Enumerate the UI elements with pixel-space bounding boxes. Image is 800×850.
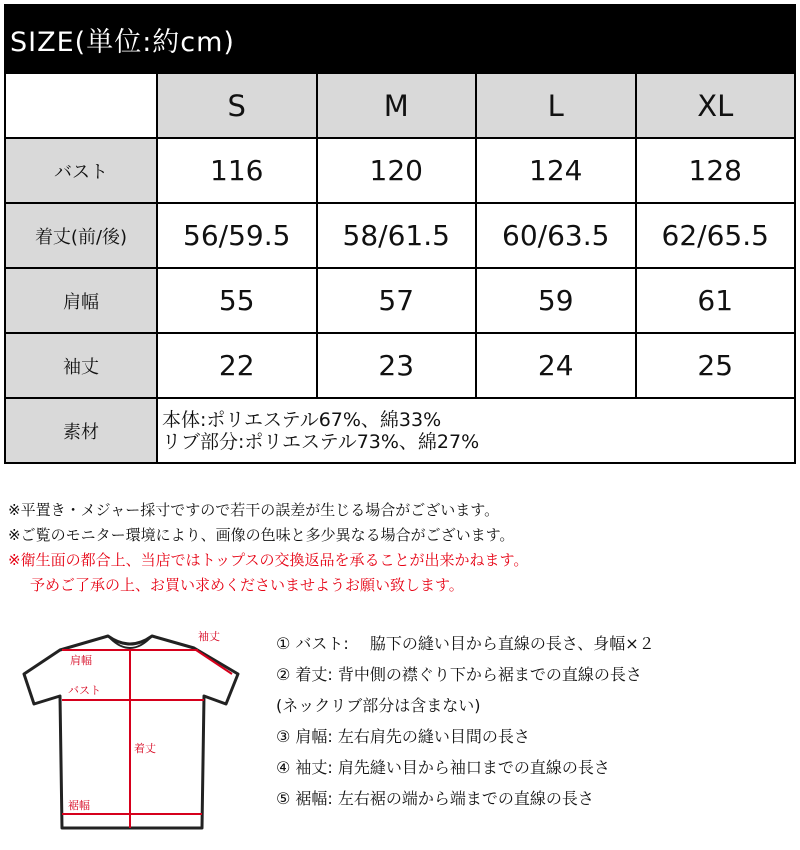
hem-label: 裾幅 xyxy=(68,799,90,812)
table-cell: 23 xyxy=(317,333,477,398)
table-cell: 55 xyxy=(157,268,317,333)
table-cell: 60/63.5 xyxy=(476,203,636,268)
length-label: 着丈 xyxy=(134,742,156,755)
size-header-m: M xyxy=(317,73,477,138)
explanation-item: ① バスト: 脇下の縫い目から直線の長さ、身幅×２ xyxy=(276,634,655,653)
bust-label: バスト xyxy=(68,684,101,697)
note-line: ※平置き・メジャー採寸ですので若干の誤差が生じる場合がございます。 xyxy=(8,501,500,519)
notes xyxy=(8,498,798,598)
explanation-item: (ネックリブ部分は含まない) xyxy=(276,696,481,715)
table-cell: 124 xyxy=(476,138,636,203)
table-cell: 61 xyxy=(636,268,796,333)
material-line: リブ部分:ポリエステル73%、綿27% xyxy=(162,430,480,453)
table-header-row xyxy=(5,73,795,138)
tshirt-diagram xyxy=(20,628,245,838)
explanation-item: ⑤ 裾幅: 左右裾の端から端までの直線の長さ xyxy=(276,789,594,808)
table-cell: 62/65.5 xyxy=(636,203,796,268)
table-cell: 25 xyxy=(636,333,796,398)
material-cell xyxy=(157,398,795,463)
table-cell: 59 xyxy=(476,268,636,333)
row-label: 素材 xyxy=(5,398,157,463)
note-line: ※ご覧のモニター環境により、画像の色味と多少異なる場合がございます。 xyxy=(8,526,515,544)
table-cell: 58/61.5 xyxy=(317,203,477,268)
measurement-explanations xyxy=(276,628,796,814)
material-row xyxy=(5,398,795,463)
table-row xyxy=(5,138,795,203)
shoulder-label: 肩幅 xyxy=(70,654,92,667)
explanation-item: ③ 肩幅: 左右肩先の縫い目間の長さ xyxy=(276,727,530,746)
note-line-warning: ※衛生面の都合上、当店ではトップスの交換返品を承ることが出来かねます。 xyxy=(8,551,529,569)
note-line-warning: 予めご了承の上、お買い求めくださいませようお願い致します。 xyxy=(30,576,464,594)
size-header-xl: XL xyxy=(636,73,796,138)
row-label: 袖丈 xyxy=(5,333,157,398)
size-header xyxy=(4,4,796,72)
size-title: SIZE(単位:約cm) xyxy=(10,27,235,58)
table-row xyxy=(5,333,795,398)
sleeve-label: 袖丈 xyxy=(198,630,220,643)
corner-cell xyxy=(5,73,157,138)
table-row xyxy=(5,268,795,333)
table-cell: 24 xyxy=(476,333,636,398)
table-cell: 116 xyxy=(157,138,317,203)
row-label: 着丈(前/後) xyxy=(5,203,157,268)
table-cell: 128 xyxy=(636,138,796,203)
table-cell: 56/59.5 xyxy=(157,203,317,268)
size-table xyxy=(4,72,796,464)
material-line: 本体:ポリエステル67%、綿33% xyxy=(162,408,442,431)
row-label: 肩幅 xyxy=(5,268,157,333)
row-label: バスト xyxy=(5,138,157,203)
size-header-l: L xyxy=(476,73,636,138)
size-header-s: S xyxy=(157,73,317,138)
table-cell: 22 xyxy=(157,333,317,398)
explanation-item: ② 着丈: 背中側の襟ぐり下から裾までの直線の長さ xyxy=(276,665,642,684)
table-row xyxy=(5,203,795,268)
table-cell: 120 xyxy=(317,138,477,203)
explanation-item: ④ 袖丈: 肩先縫い目から袖口までの直線の長さ xyxy=(276,758,610,777)
table-cell: 57 xyxy=(317,268,477,333)
